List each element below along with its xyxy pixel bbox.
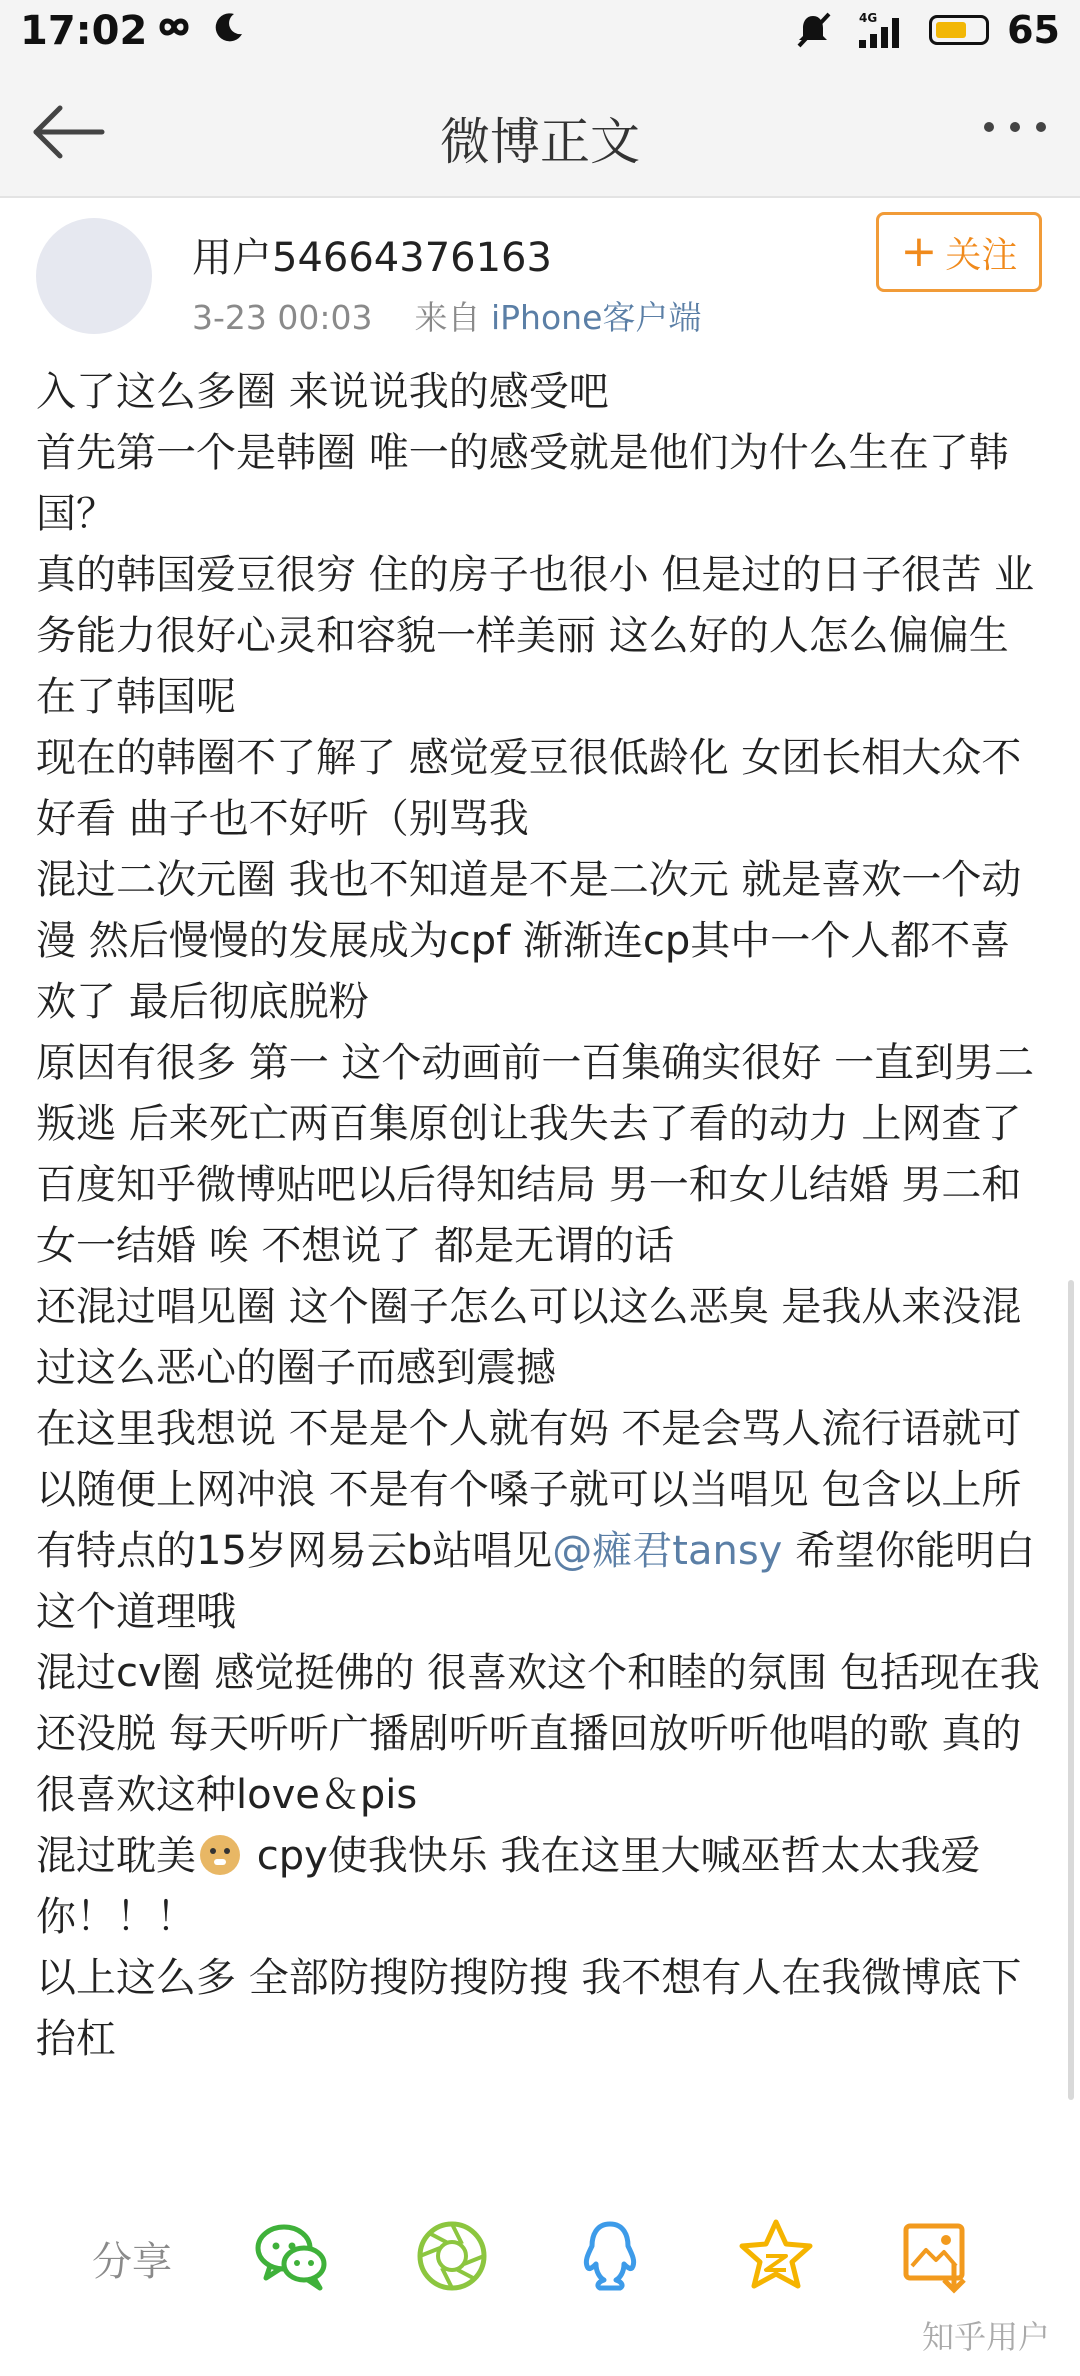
post-source[interactable]: iPhone客户端 [490,298,702,337]
status-time: 17:02 [20,8,148,54]
signal-icon [851,10,911,50]
post-paragraph [36,1399,1046,1643]
battery-percent: 65 [1007,8,1060,52]
post-paragraph: 现在的韩圈不了解了 感觉爱豆很低龄化 女团长相大众不好看 曲子也不好听（别骂我 [36,735,1022,842]
post-text: 混过耽美 [36,1833,196,1879]
post-paragraph: 首先第一个是韩圈 唯一的感受就是他们为什么生在了韩国？ [36,430,1009,537]
post-paragraph: 还混过唱见圈 这个圈子怎么可以这么恶臭 是我从来没混过这么恶心的圈子而感到震撼 [36,1284,1022,1391]
save-image-icon[interactable] [896,2216,976,2296]
user-mention-link[interactable]: @瘫君tansy [552,1528,783,1574]
avatar[interactable] [36,218,152,334]
source-prefix: 来自 [414,298,481,337]
moon-icon [212,10,246,44]
watermark: 知乎用户 [921,2318,1050,2356]
status-bar [0,0,1080,66]
post-meta [192,292,701,339]
battery-fill [936,22,966,38]
follow-label: 关注 [945,234,1018,276]
page-title: 微博正文 [440,113,640,171]
post-paragraph [36,1826,1046,1948]
post-paragraph: 原因有很多 第一 这个动画前一百集确实很好 一直到男二叛逃 后来死亡两百集原创让我失去了看的动力 上网查了百度知乎微博贴吧以后得知结局 男一和女儿结婚 男二和女一结婚 唉 不想说了 都是无谓的话 [36,1040,1035,1269]
follow-button[interactable] [876,212,1042,292]
post-body [36,362,1046,2070]
qzone-icon[interactable] [736,2216,816,2296]
network-label: 4G [859,11,878,25]
moments-icon[interactable] [412,2216,492,2296]
post-paragraph: 以上这么多 全部防搜防搜防搜 我不想有人在我微博底下抬杠 [36,1955,1022,2062]
share-bar [0,2196,1080,2326]
author-name[interactable]: 用户54664376163 [192,235,552,281]
share-label: 分享 [92,2239,172,2285]
post-time: 3-23 00:03 [192,298,373,337]
battery-icon [929,15,989,45]
post-paragraph: 入了这么多圈 来说说我的感受吧 [36,369,609,415]
qq-icon[interactable] [570,2216,650,2296]
infinity-icon [150,12,198,42]
post-text: cpy使我快乐 我在这里大喊巫哲太太我爱你！！！ [36,1833,981,1940]
post-paragraph: 混过二次元圈 我也不知道是不是二次元 就是喜欢一个动漫 然后慢慢的发展成为cpf 渐渐连cp其中一个人都不喜欢了 最后彻底脱粉 [36,857,1022,1025]
plus-icon: + [900,226,938,277]
post-text: 希望你能明白这个道理哦 [36,1528,1036,1635]
scrollbar[interactable] [1068,1280,1074,2100]
mute-icon [793,10,833,50]
doge-emoji-icon [200,1835,240,1875]
post-paragraph: 混过cv圈 感觉挺佛的 很喜欢这个和睦的氛围 包括现在我还没脱 每天听听广播剧听听直播回放听听他唱的歌 真的很喜欢这种love＆pis [36,1650,1040,1818]
post-paragraph: 真的韩国爱豆很穷 住的房子也很小 但是过的日子很苦 业务能力很好心灵和容貌一样美丽 这么好的人怎么偏偏生在了韩国呢 [36,552,1035,720]
more-dots-icon[interactable] [984,122,1046,132]
wechat-icon[interactable] [252,2216,332,2296]
nav-bar [0,66,1080,198]
post-text: 在这里我想说 不是是个人就有妈 不是会骂人流行语就可以随便上网冲浪 不是有个嗓子就可以当唱见 包含以上所有特点的15岁网易云b站唱见 [36,1406,1022,1574]
